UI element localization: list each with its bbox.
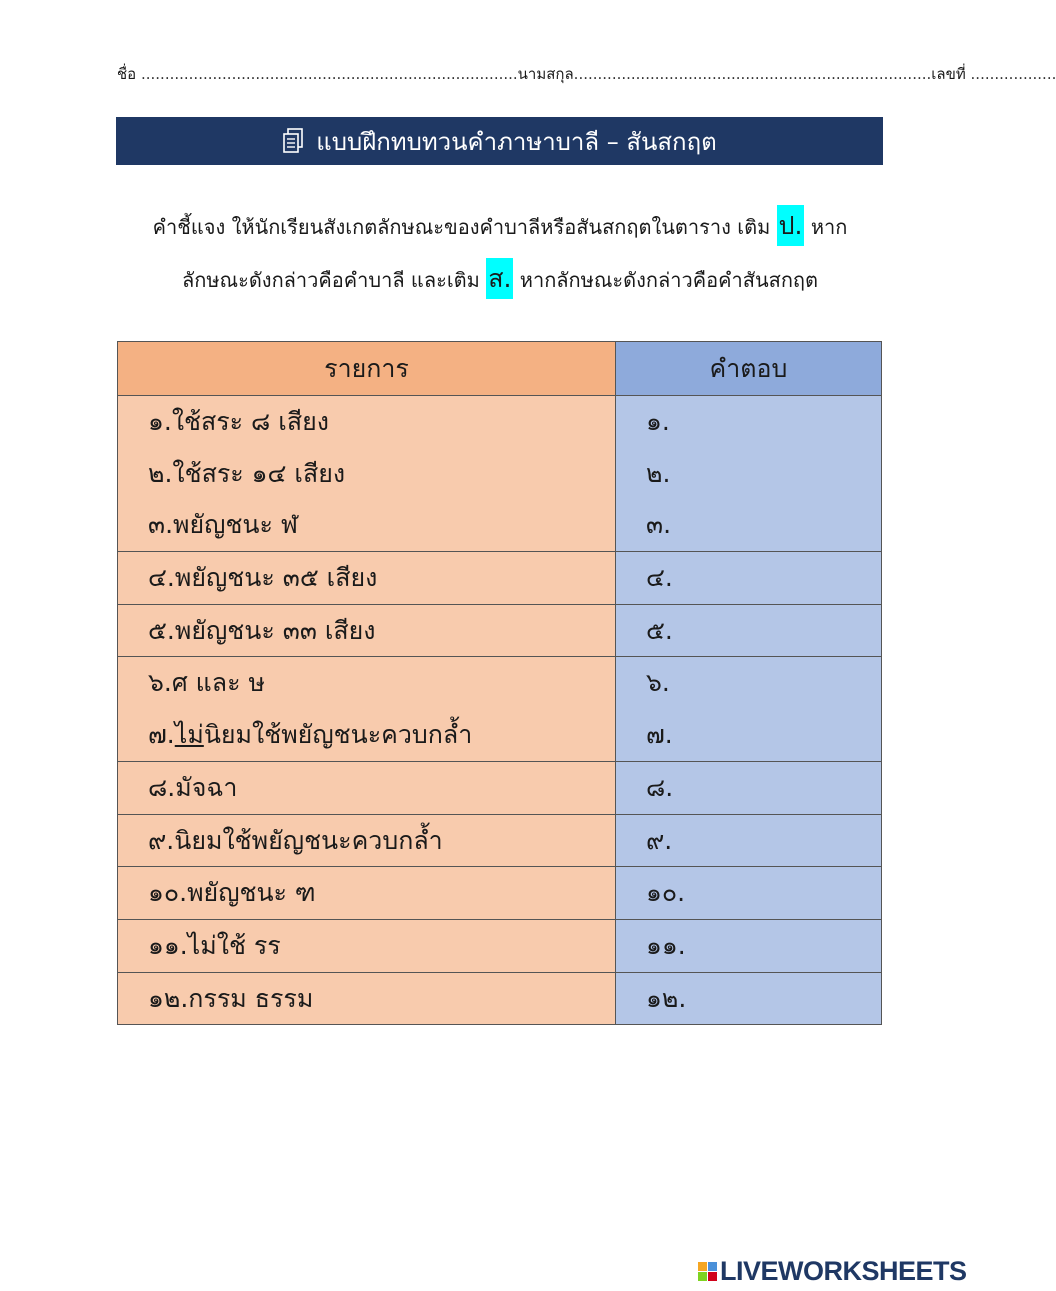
table-row	[118, 552, 882, 605]
answer-8[interactable]: ๘.	[646, 772, 674, 802]
item-cell	[118, 604, 616, 657]
answer-12[interactable]: ๑๒.	[646, 983, 687, 1013]
student-info-line	[117, 62, 1056, 86]
liveworksheets-mark-icon	[698, 1262, 717, 1281]
instructions-line-1	[117, 200, 883, 253]
answer-cell	[616, 919, 882, 972]
surname-label: นามสกุล	[517, 65, 574, 83]
table-row	[118, 761, 882, 814]
name-label: ชื่อ	[117, 65, 137, 83]
instructions-text-4: หากลักษณะดังกล่าวคือคำสันสกฤต	[519, 268, 819, 292]
answer-2[interactable]: ๒.	[646, 458, 671, 488]
item-8: ๘.มัจฉา	[148, 772, 238, 802]
item-cell	[118, 552, 616, 605]
page-title: แบบฝึกทบทวนคำภาษาบาลี – สันสกฤต	[316, 127, 717, 156]
table-row	[118, 604, 882, 657]
item-2: ๒.ใช้สระ ๑๔ เสียง	[148, 458, 346, 488]
surname-field[interactable]: ...........................................................................	[573, 65, 932, 83]
table-row	[118, 657, 882, 761]
item-7	[118, 709, 615, 761]
answer-10[interactable]: ๑๐.	[646, 878, 686, 908]
number-field[interactable]: ..................	[970, 65, 1056, 83]
answer-11[interactable]: ๑๑.	[646, 930, 686, 960]
answers-column-header: คำตอบ	[616, 342, 882, 396]
number-label: เลขที่	[931, 65, 966, 83]
answer-cell	[616, 972, 882, 1025]
liveworksheets-logo[interactable]	[698, 1257, 967, 1285]
table-row	[118, 972, 882, 1025]
item-7-number: ๗.	[148, 720, 175, 750]
table-row	[118, 919, 882, 972]
answer-7[interactable]: ๗.	[646, 720, 673, 750]
item-10: ๑๐.พยัญชนะ ฑ	[148, 878, 316, 908]
answer-5[interactable]: ๕.	[646, 615, 673, 645]
item-5: ๕.พยัญชนะ ๓๓ เสียง	[148, 615, 376, 645]
instructions	[117, 200, 883, 306]
answer-cell	[616, 867, 882, 920]
answer-1[interactable]: ๑.	[646, 407, 670, 436]
pali-mark: ป.	[777, 205, 805, 246]
item-6: ๖.ศ และ ษ	[148, 668, 265, 698]
document-icon	[282, 128, 304, 154]
table-row	[118, 396, 882, 552]
item-3: ๓.พยัญชนะ ฬ	[148, 510, 298, 540]
answer-9[interactable]: ๙.	[646, 825, 673, 855]
item-cell	[118, 972, 616, 1025]
item-cell	[118, 396, 616, 552]
items-column-header: รายการ	[118, 342, 616, 396]
table-row	[118, 814, 882, 867]
title-banner	[116, 117, 883, 165]
instructions-line-2	[117, 253, 883, 306]
item-11: ๑๑.ไม่ใช้ รร	[148, 930, 281, 960]
item-7-underlined: ไม่	[174, 720, 204, 750]
answer-6[interactable]: ๖.	[646, 668, 670, 698]
table-row	[118, 867, 882, 920]
name-field[interactable]: ...............................................................................	[140, 65, 518, 83]
item-12: ๑๒.กรรม ธรรม	[148, 983, 314, 1013]
item-cell	[118, 761, 616, 814]
answer-cell	[616, 552, 882, 605]
instructions-text-1: คำชี้แจง ให้นักเรียนสังเกตลักษณะของคำบาลีหรือสันสกฤตในตาราง เติม	[152, 215, 771, 239]
sanskrit-mark: ส.	[486, 258, 513, 299]
answer-cell	[616, 814, 882, 867]
answer-3[interactable]: ๓.	[646, 510, 672, 540]
answer-cell	[616, 604, 882, 657]
answer-cell	[616, 761, 882, 814]
item-cell	[118, 919, 616, 972]
item-cell	[118, 657, 616, 761]
instructions-text-3: ลักษณะดังกล่าวคือคำบาลี และเติม	[181, 268, 480, 292]
item-7-rest: นิยมใช้พยัญชนะควบกล้ำ	[203, 720, 473, 750]
answer-cell	[616, 657, 882, 761]
item-4: ๔.พยัญชนะ ๓๕ เสียง	[148, 563, 378, 593]
answer-cell	[616, 396, 882, 552]
item-cell	[118, 814, 616, 867]
instructions-text-2: หาก	[810, 215, 848, 239]
item-1: ๑.ใช้สระ ๘ เสียง	[148, 407, 329, 436]
table-header-row	[118, 342, 882, 396]
item-9: ๙.นิยมใช้พยัญชนะควบกล้ำ	[148, 825, 443, 855]
answer-table	[117, 341, 882, 1025]
item-cell	[118, 867, 616, 920]
logo-text: LIVEWORKSHEETS	[720, 1255, 967, 1286]
answer-4[interactable]: ๔.	[646, 563, 673, 593]
